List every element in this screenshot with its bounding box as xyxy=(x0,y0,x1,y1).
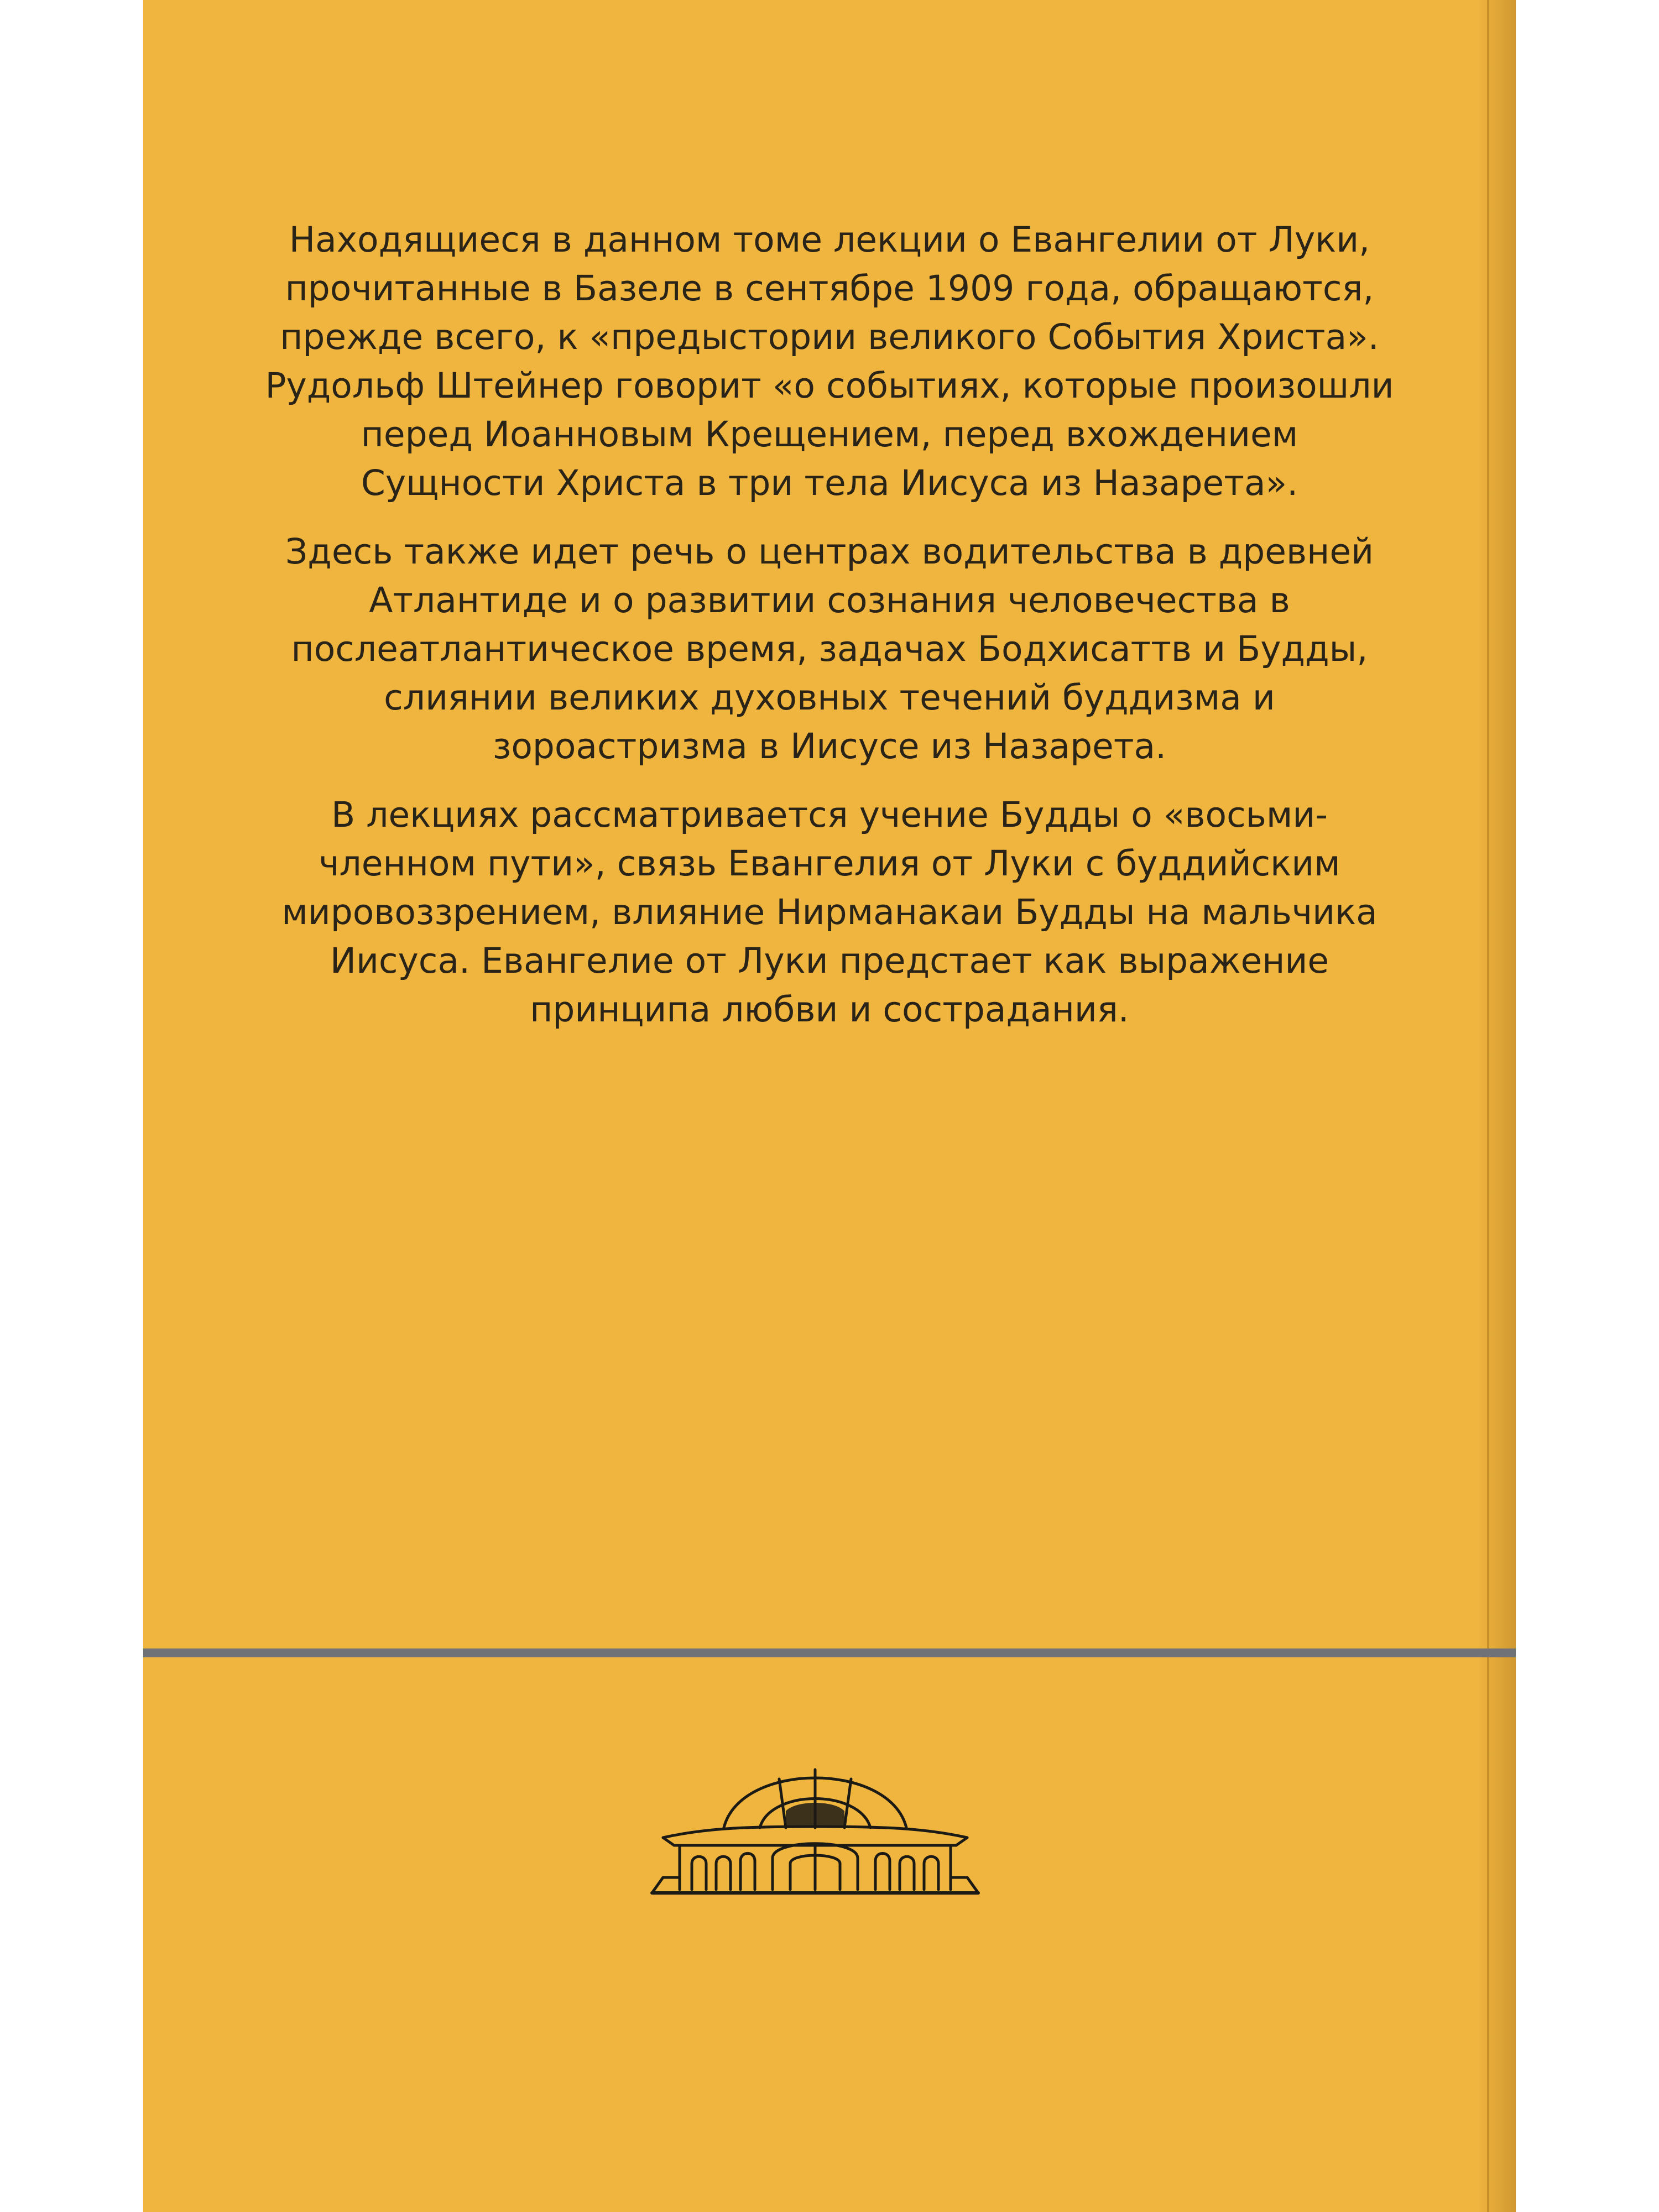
text-line: Рудольф Штейнер говорит «о событиях, которые произошли xyxy=(265,366,1394,406)
text-line: Сущности Христа в три тела Иисуса из Назарета». xyxy=(361,463,1298,503)
text-line: мировоззрением, влияние Нирманакаи Будды на мальчика xyxy=(281,892,1378,932)
text-line: В лекциях рассматривается учение Будды о «восьми- xyxy=(331,795,1328,835)
annotation-text xyxy=(143,216,1516,1054)
paragraph-1 xyxy=(143,216,1516,508)
text-line: принципа любви и сострадания. xyxy=(530,989,1129,1030)
book-back-cover xyxy=(143,0,1516,2212)
text-line: членном пути», связь Евангелия от Луки с буддийским xyxy=(319,843,1340,884)
text-line: Здесь также идет речь о центрах водительства в древней xyxy=(285,531,1374,572)
text-line: зороастризма в Иисусе из Назарета. xyxy=(492,726,1167,766)
horizontal-divider xyxy=(143,1648,1516,1657)
text-line: перед Иоанновым Крещением, перед вхождением xyxy=(361,414,1298,455)
text-line: послеатлантическое время, задачах Бодхисаттв и Будды, xyxy=(291,629,1368,669)
goetheanum-building-icon xyxy=(641,1745,989,1922)
paragraph-3 xyxy=(143,791,1516,1034)
text-line: Атлантиде и о развитии сознания человечества в xyxy=(369,580,1290,620)
text-line: Иисуса. Евангелие от Луки предстает как выражение xyxy=(330,941,1329,981)
text-line: слиянии великих духовных течений буддизма и xyxy=(384,677,1275,718)
paragraph-2 xyxy=(143,528,1516,771)
text-line: прежде всего, к «предыстории великого События Христа». xyxy=(280,317,1379,357)
text-line: Находящиеся в данном томе лекции о Евангелии от Луки, xyxy=(289,220,1370,260)
text-line: прочитанные в Базеле в сентябре 1909 года, обращаются, xyxy=(285,268,1374,309)
